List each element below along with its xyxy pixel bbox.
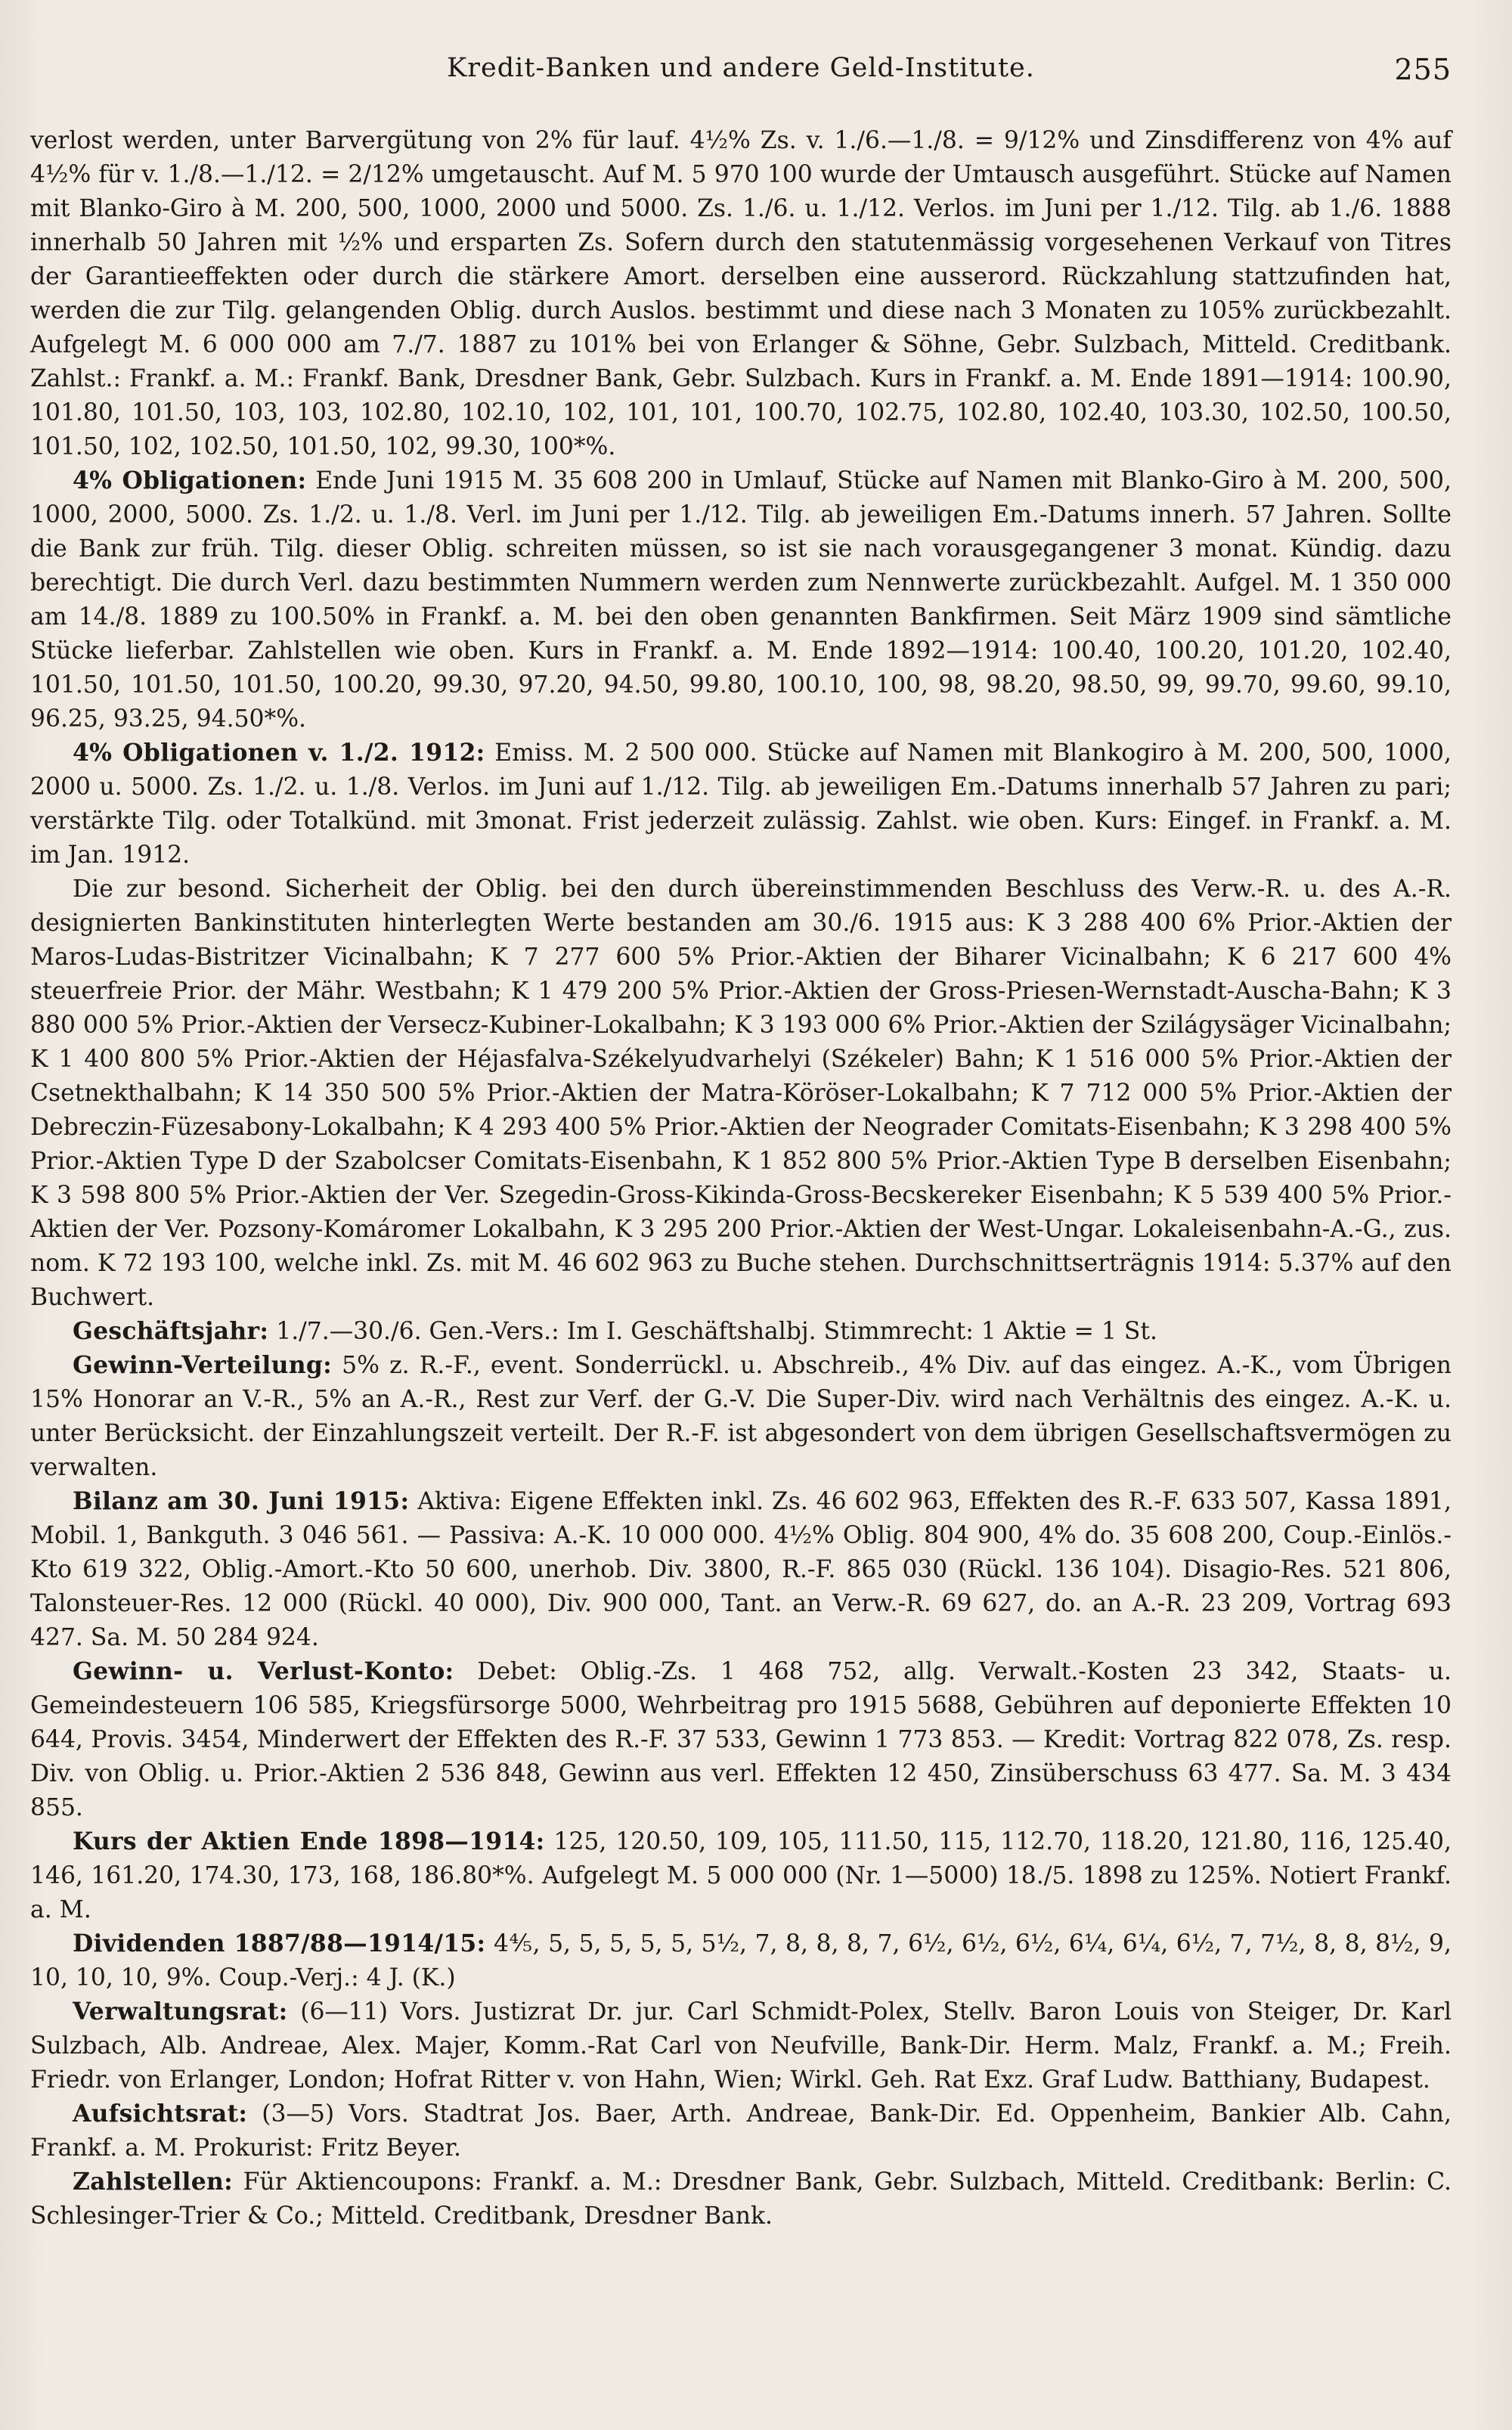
- paragraph-text: Die zur besond. Sicherheit der Oblig. bei den durch übereinstimmenden Beschluss des Verw.-R. u. des A.-R. designierten Bankinstituten hinterlegten Werte bestanden am 30./6. 1915 aus: K 3 288 400 6% Prior.-Aktien der Maros-Ludas-Bistritzer Vicinalbahn; K 7 277 600 5% Prior.-Aktien der Biharer Vicinalbahn; K 6 217 600 4% steuerfreie Prior. der Mähr. Westbahn; K 1 479 200 5% Prior.-Aktien der Gross-Priesen-Wernstadt-Auscha-Bahn; K 3 880 000 5% Prior.-Aktien der Versecz-Kubiner-Lokalbahn; K 3 193 000 6% Prior.-Aktien der Szilágysäger Vicinalbahn; K 1 400 800 5% Prior.-Aktien der Héjasfalva-Székelyudvarhelyi (Székeler) Bahn; K 1 516 000 5% Prior.-Aktien der Csetnekthalbahn; K 14 350 500 5% Prior.-Aktien der Matra-Köröser-Lokalbahn; K 7 712 000 5% Prior.-Aktien der Debreczin-Füzesabony-Lokalbahn; K 4 293 400 5% Prior.-Aktien der Neograder Comitats-Eisenbahn; K 3 298 400 5% Prior.-Aktien Type D der Szabolcser Comitats-Eisenbahn, K 1 852 800 5% Prior.-Aktien Type B derselben Eisenbahn; K 3 598 800 5% Prior.-Aktien der Ver. Szegedin-Gross-Kikinda-Gross-Becskereker Eisenbahn; K 5 539 400 5% Prior.-Aktien der Ver. Pozsony-Komáromer Lokalbahn, K 3 295 200 Prior.-Aktien der West-Ungar. Lokaleisenbahn-A.-G., zus. nom. K 72 193 100, welche inkl. Zs. mit M. 46 602 963 zu Buche stehen. Durchschnittserträgnis 1914: 5.37% auf den Buchwert.: [30, 876, 1452, 1311]
- paragraph-profit-distribution: [30, 1349, 1452, 1485]
- paragraph-heading: Gewinn- u. Verlust-Konto:: [73, 1658, 454, 1685]
- page-number: 255: [1394, 53, 1452, 86]
- paragraph-text: Aktiva: Eigene Effekten inkl. Zs. 46 602 963, Effekten des R.-F. 633 507, Kassa 1891, Mobil. 1, Bankguth. 3 046 561. — Passiva: A.-K. 10 000 000. 4½% Oblig. 804 900, 4% do. 35 608 200, Coup.-Einlös.-Kto 619 322, Oblig.-Amort.-Kto 50 600, unerhob. Div. 3800, R.-F. 865 030 (Rückl. 136 104). Disagio-Res. 521 806, Talonsteuer-Res. 12 000 (Rückl. 40 000), Div. 900 000, Tant. an Verw.-R. 69 627, do. an A.-R. 23 209, Vortrag 693 427. Sa. M. 50 284 924.: [30, 1488, 1452, 1651]
- paragraph-paying-agents: [30, 2165, 1452, 2233]
- paragraph-text: 1./7.—30./6. Gen.-Vers.: Im I. Geschäftshalbj. Stimmrecht: 1 Aktie = 1 St.: [268, 1318, 1157, 1345]
- page-header: [30, 53, 1452, 101]
- paragraph-heading: 4% Obligationen v. 1./2. 1912:: [73, 739, 485, 767]
- paragraph-heading: Dividenden 1887/88—1914/15:: [73, 1930, 486, 1957]
- paragraph-dividends: [30, 1927, 1452, 1995]
- paragraph-heading: Zahlstellen:: [73, 2168, 233, 2196]
- paragraph-heading: Geschäftsjahr:: [73, 1318, 269, 1345]
- paragraph-text: Ende Juni 1915 M. 35 608 200 in Umlauf, Stücke auf Namen mit Blanko-Giro à M. 200, 500, 1000, 2000, 5000. Zs. 1./2. u. 1./8. Verl. im Juni per 1./12. Tilg. ab jeweiligen Em.-Datums innerh. 57 Jahren. Sollte die Bank zur früh. Tilg. dieser Oblig. schreiten müssen, so ist sie nach vorausgegangener 3 monat. Kündig. dazu berechtigt. Die durch Verl. dazu bestimmten Nummern werden zum Nennwerte zurückbezahlt. Aufgel. M. 1 350 000 am 14./8. 1889 zu 100.50% in Frankf. a. M. bei den oben genannten Bankfirmen. Seit März 1909 sind sämtliche Stücke lieferbar. Zahlstellen wie oben. Kurs in Frankf. a. M. Ende 1892—1914: 100.40, 100.20, 101.20, 102.40, 101.50, 101.50, 101.50, 100.20, 99.30, 97.20, 94.50, 99.80, 100.10, 100, 98, 98.20, 98.50, 99, 99.70, 99.60, 99.10, 96.25, 93.25, 94.50*%.: [30, 467, 1452, 733]
- paragraph-heading: 4% Obligationen:: [73, 467, 307, 494]
- paragraph-heading: Kurs der Aktien Ende 1898—1914:: [73, 1828, 545, 1855]
- paragraph-4pct-obligations: [30, 464, 1452, 736]
- paragraph-text: verlost werden, unter Barvergütung von 2% für lauf. 4½% Zs. v. 1./6.—1./8. = 9/12% und Zinsdifferenz von 4% auf 4½% für v. 1./8.—1./12. = 2/12% umgetauscht. Auf M. 5 970 100 wurde der Umtausch ausgeführt. Stücke auf Namen mit Blanko-Giro à M. 200, 500, 1000, 2000 und 5000. Zs. 1./6. u. 1./12. Verlos. im Juni per 1./12. Tilg. ab 1./6. 1888 innerhalb 50 Jahren mit ½% und ersparten Zs. Sofern durch den statutenmässig vorgesehenen Verkauf von Titres der Garantieeffekten oder durch die stärkere Amort. derselben eine ausserord. Rückzahlung stattzufinden hat, werden die zur Tilg. gelangenden Oblig. durch Auslos. bestimmt und diese nach 3 Monaten zu 105% zurückbezahlt. Aufgelegt M. 6 000 000 am 7./7. 1887 zu 101% bei von Erlanger & Söhne, Gebr. Sulzbach, Mitteld. Creditbank. Zahlst.: Frankf. a. M.: Frankf. Bank, Dresdner Bank, Gebr. Sulzbach. Kurs in Frankf. a. M. Ende 1891—1914: 100.90, 101.80, 101.50, 103, 103, 102.80, 102.10, 102, 101, 101, 100.70, 102.75, 102.80, 102.40, 103.30, 102.50, 100.50, 101.50, 102, 102.50, 101.50, 102, 99.30, 100*%.: [30, 127, 1452, 460]
- paragraph-text: Für Aktiencoupons: Frankf. a. M.: Dresdner Bank, Gebr. Sulzbach, Mitteld. Creditbank: Berlin: C. Schlesinger-Trier & Co.; Mitteld. Creditbank, Dresdner Bank.: [30, 2168, 1452, 2230]
- paragraph-board-of-directors: [30, 1995, 1452, 2097]
- paragraph-text: Debet: Oblig.-Zs. 1 468 752, allg. Verwalt.-Kosten 23 342, Staats- u. Gemeindesteuern 106 585, Kriegsfürsorge 5000, Wehrbeitrag pro 1915 5688, Gebühren auf deponierte Effekten 10 644, Provis. 3454, Minderwert der Effekten des R.-F. 37 533, Gewinn 1 773 853. — Kredit: Vortrag 822 078, Zs. resp. Div. von Oblig. u. Prior.-Aktien 2 536 848, Gewinn aus verl. Effekten 12 450, Zinsüberschuss 63 477. Sa. M. 3 434 855.: [30, 1658, 1452, 1821]
- page-body: [30, 124, 1452, 2233]
- paragraph-bond-conversion: [30, 124, 1452, 464]
- paragraph-business-year: [30, 1315, 1452, 1349]
- paragraph-text: 5% z. R.-F., event. Sonderrückl. u. Abschreib., 4% Div. auf das eingez. A.-K., vom Übrigen 15% Honorar an V.-R., 5% an A.-R., Rest zur Verf. der G.-V. Die Super-Div. wird nach Verhältnis des eingez. A.-K. u. unter Berücksicht. der Einzahlungszeit verteilt. Der R.-F. ist abgesondert von dem übrigen Gesellschaftsvermögen zu verwalten.: [30, 1352, 1452, 1481]
- paragraph-text: (3—5) Vors. Stadtrat Jos. Baer, Arth. Andreae, Bank-Dir. Ed. Oppenheim, Bankier Alb. Cahn, Frankf. a. M. Prokurist: Fritz Beyer.: [30, 2100, 1452, 2162]
- paragraph-balance-sheet: [30, 1485, 1452, 1655]
- paragraph-4pct-obligations-1912: [30, 736, 1452, 873]
- paragraph-text: (6—11) Vors. Justizrat Dr. jur. Carl Schmidt-Polex, Stellv. Baron Louis von Steiger, Dr. Karl Sulzbach, Alb. Andreae, Alex. Majer, Komm.-Rat Carl von Neufville, Bank-Dir. Herm. Malz, Frankf. a. M.; Freih. Friedr. von Erlanger, London; Hofrat Ritter v. von Hahn, Wien; Wirkl. Geh. Rat Exz. Graf Ludw. Batthiany, Budapest.: [30, 1998, 1452, 2094]
- paragraph-heading: Gewinn-Verteilung:: [73, 1352, 333, 1379]
- paragraph-heading: Aufsichtsrat:: [73, 2100, 248, 2128]
- paragraph-profit-loss-account: [30, 1655, 1452, 1825]
- paragraph-securities-collateral: [30, 873, 1452, 1315]
- paragraph-text: Emiss. M. 2 500 000. Stücke auf Namen mit Blankogiro à M. 200, 500, 1000, 2000 u. 5000. Zs. 1./2. u. 1./8. Verlos. im Juni auf 1./12. Tilg. ab jeweiligen Em.-Datums innerhalb 57 Jahren zu pari; verstärkte Tilg. oder Totalkünd. mit 3monat. Frist jederzeit zulässig. Zahlst. wie oben. Kurs: Eingef. in Frankf. a. M. im Jan. 1912.: [30, 739, 1452, 869]
- paragraph-share-prices: [30, 1825, 1452, 1927]
- paragraph-text: 125, 120.50, 109, 105, 111.50, 115, 112.70, 118.20, 121.80, 116, 125.40, 146, 161.20, 174.30, 173, 168, 186.80*%. Aufgelegt M. 5 000 000 (Nr. 1—5000) 18./5. 1898 zu 125%. Notiert Frankf. a. M.: [30, 1828, 1452, 1923]
- paragraph-supervisory-board: [30, 2097, 1452, 2165]
- running-title: Kredit-Banken und andere Geld-Institute.: [447, 53, 1035, 83]
- paragraph-heading: Verwaltungsrat:: [73, 1998, 288, 2026]
- paragraph-heading: Bilanz am 30. Juni 1915:: [73, 1488, 410, 1515]
- paragraph-text: 4⅘, 5, 5, 5, 5, 5, 5½, 7, 8, 8, 8, 7, 6½, 6½, 6½, 6¼, 6¼, 6½, 7, 7½, 8, 8, 8½, 9, 10, 10, 10, 9%. Coup.-Verj.: 4 J. (K.): [30, 1930, 1452, 1991]
